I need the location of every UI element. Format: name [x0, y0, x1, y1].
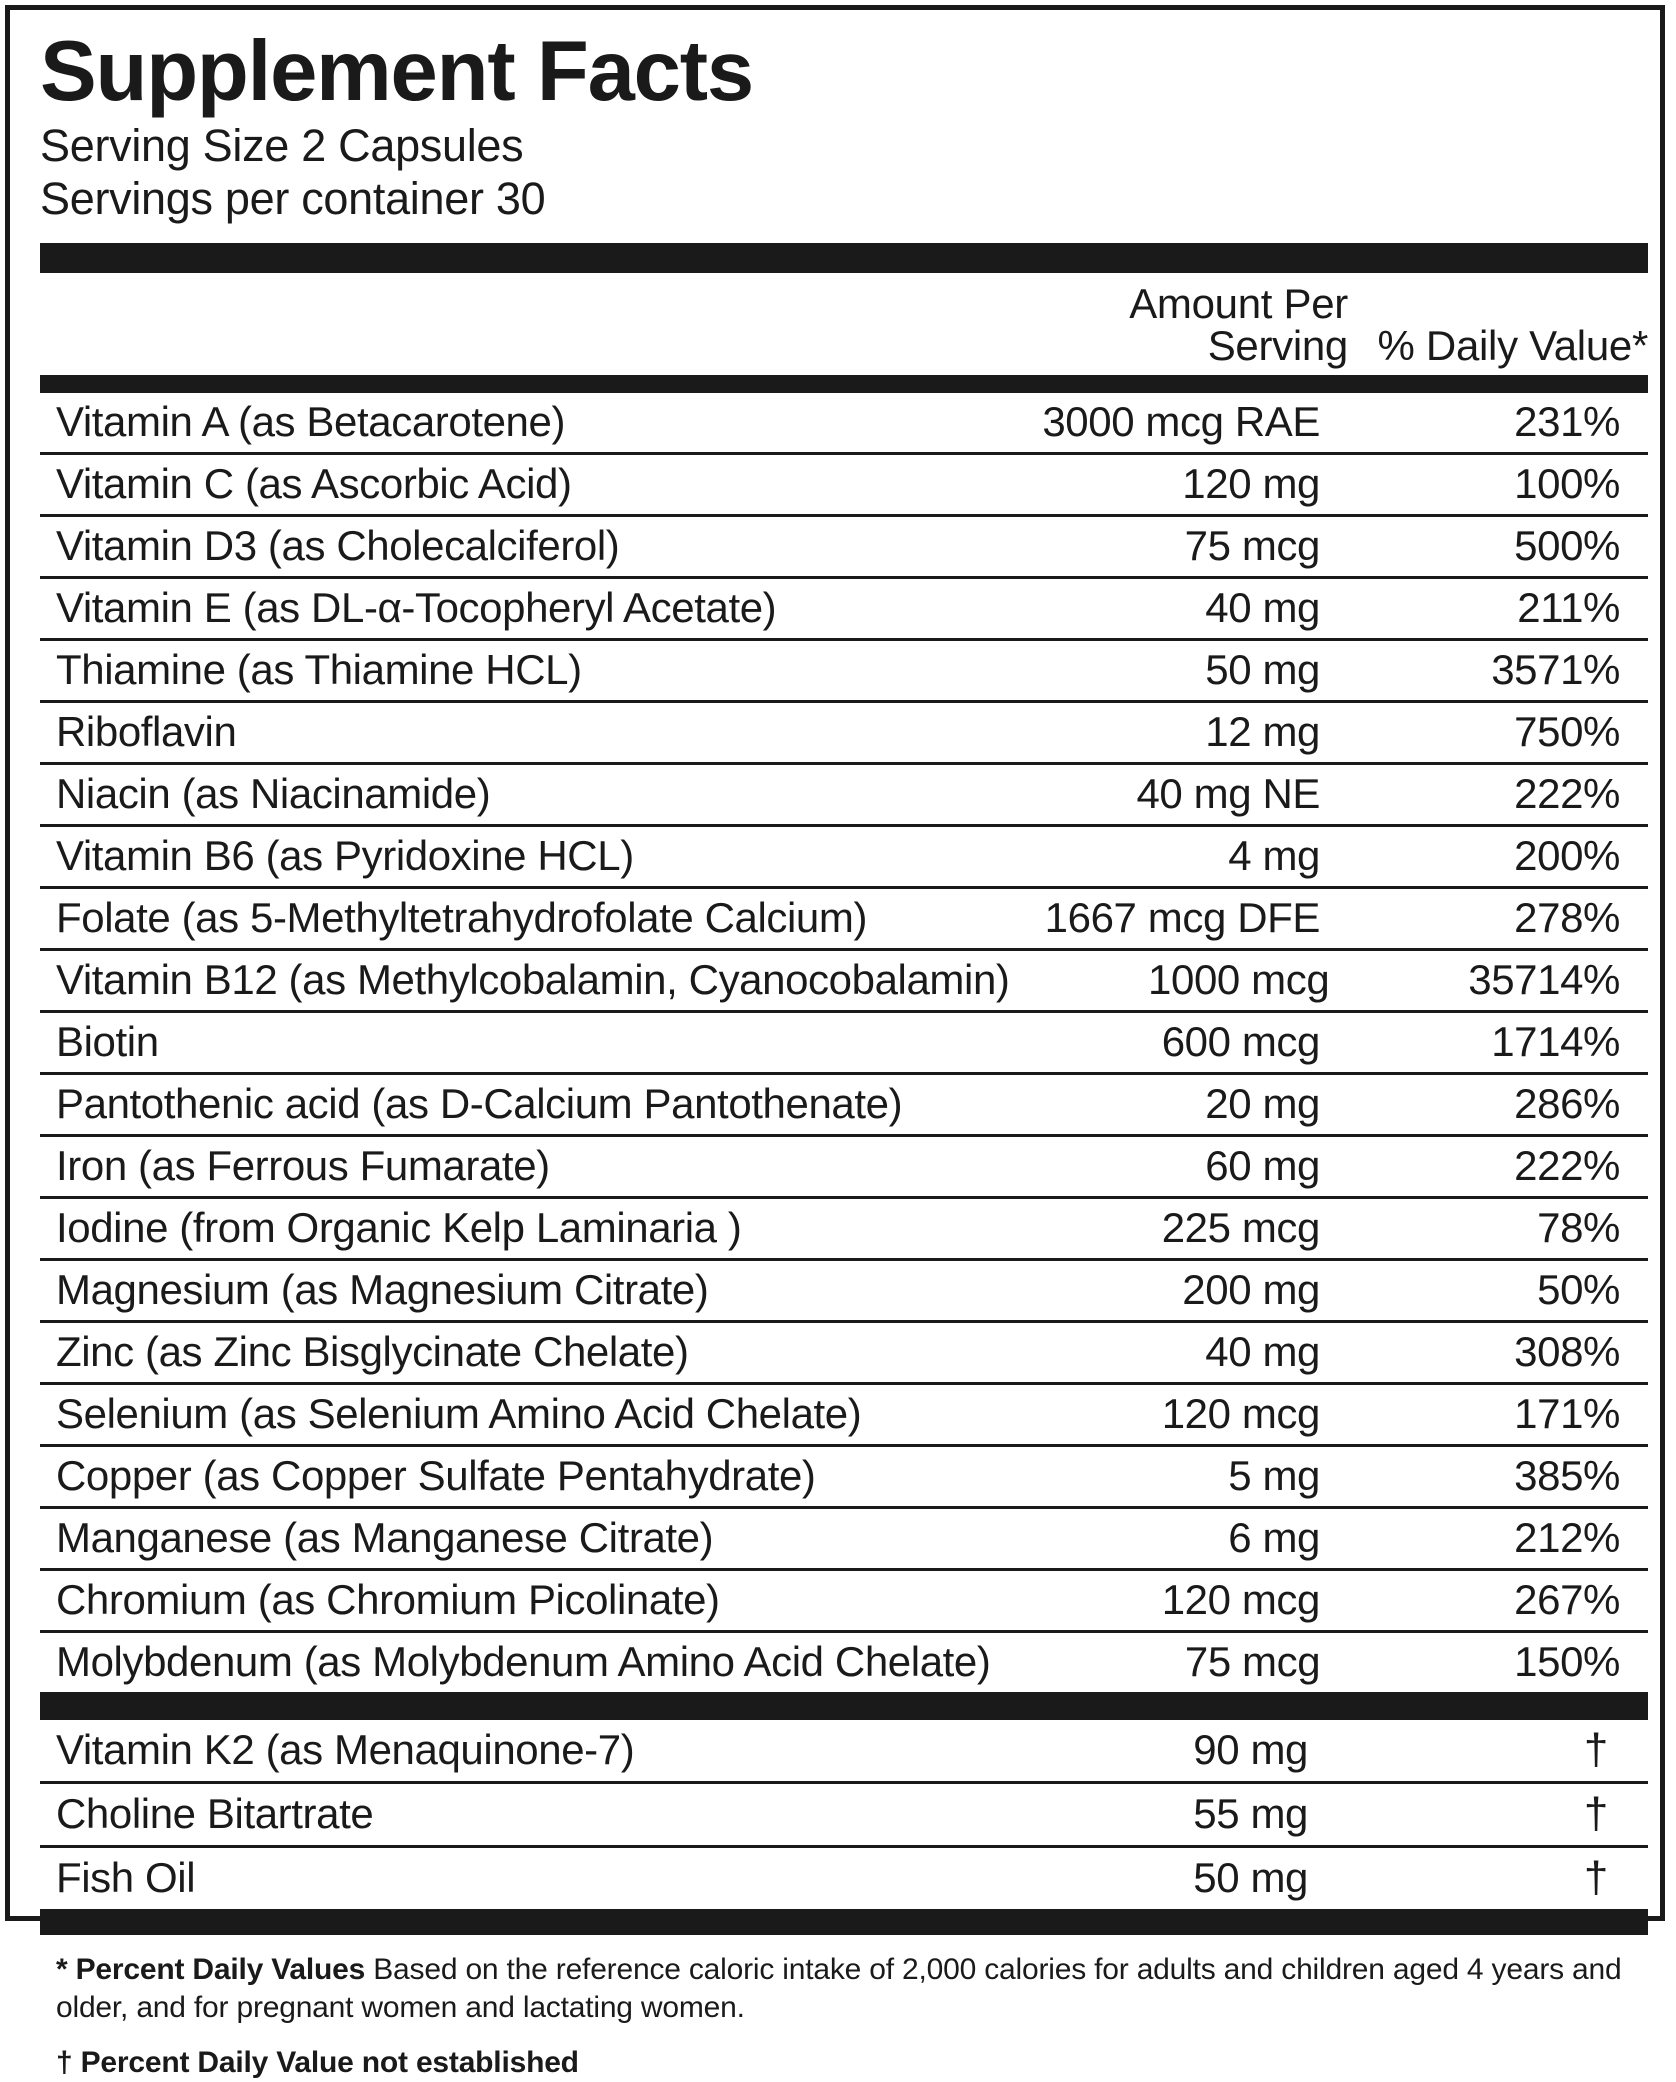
- nutrient-name: Folate (as 5-Methyltetrahydrofolate Calcium): [56, 893, 868, 941]
- nutrient-daily-value: 78%: [1537, 1203, 1620, 1251]
- nutrient-amount: 90 mg: [1193, 1725, 1308, 1773]
- footnote-dagger: † Percent Daily Value not established: [56, 2045, 579, 2079]
- table-row: [40, 517, 1648, 579]
- nutrient-amount: 40 mg: [1205, 1327, 1320, 1375]
- nutrient-daily-value: 308%: [1514, 1327, 1620, 1375]
- table-row: [40, 1848, 1648, 1909]
- nutrient-amount: 50 mg: [1193, 1853, 1308, 1901]
- table-row: [40, 1385, 1648, 1447]
- table-row: [40, 1509, 1648, 1571]
- footnote-asterisk-label: * Percent Daily Values: [56, 1952, 366, 1986]
- table-row: [40, 1013, 1648, 1075]
- column-header-underbar: [40, 375, 1648, 393]
- nutrient-name: Zinc (as Zinc Bisglycinate Chelate): [56, 1327, 689, 1375]
- nutrient-daily-value: 200%: [1514, 831, 1620, 879]
- nutrient-amount: 40 mg NE: [1136, 769, 1320, 817]
- nutrient-daily-value: 222%: [1514, 1141, 1620, 1189]
- footnotes: [40, 1935, 1648, 2082]
- nutrient-name: Fish Oil: [56, 1853, 196, 1901]
- table-row: [40, 1571, 1648, 1633]
- nutrient-name: Iron (as Ferrous Fumarate): [56, 1141, 550, 1189]
- nutrient-name: Vitamin B12 (as Methylcobalamin, Cyanocobalamin): [56, 955, 1010, 1003]
- nutrient-name: Vitamin B6 (as Pyridoxine HCL): [56, 831, 634, 879]
- supplement-facts-panel: [5, 5, 1665, 2079]
- nutrient-daily-value: 50%: [1537, 1265, 1620, 1313]
- nutrient-daily-value: 150%: [1514, 1637, 1620, 1685]
- nutrient-amount: 20 mg: [1205, 1079, 1320, 1127]
- nutrient-amount: 12 mg: [1205, 707, 1320, 755]
- section-separator-bar: [40, 1692, 1648, 1720]
- header-divider-bar: [40, 243, 1648, 273]
- nutrient-daily-value: 385%: [1514, 1451, 1620, 1499]
- nutrient-table: [40, 393, 1648, 1692]
- table-row: [40, 1323, 1648, 1385]
- footnote-asterisk: [56, 1951, 1640, 2028]
- nutrient-amount: 1000 mcg: [1148, 955, 1330, 1003]
- table-row: [40, 579, 1648, 641]
- nutrient-amount: 4 mg: [1228, 831, 1320, 879]
- nutrient-amount: 40 mg: [1205, 583, 1320, 631]
- nutrient-amount: 120 mg: [1182, 459, 1320, 507]
- nutrient-name: Copper (as Copper Sulfate Pentahydrate): [56, 1451, 816, 1499]
- nutrient-name: Vitamin A (as Betacarotene): [56, 397, 566, 445]
- nutrient-name: Biotin: [56, 1017, 159, 1065]
- nutrient-name: Vitamin E (as DL-α-Tocopheryl Acetate): [56, 583, 777, 631]
- footer-divider-bar: [40, 1909, 1648, 1935]
- nutrient-daily-value: 267%: [1514, 1575, 1620, 1623]
- nutrient-daily-value: 212%: [1514, 1513, 1620, 1561]
- nutrient-amount: 120 mcg: [1161, 1389, 1320, 1437]
- table-row: [40, 641, 1648, 703]
- table-row: [40, 1447, 1648, 1509]
- nutrient-name: Molybdenum (as Molybdenum Amino Acid Chelate): [56, 1637, 991, 1685]
- nutrient-daily-value: †: [1583, 1724, 1608, 1774]
- nutrient-amount: 225 mcg: [1161, 1203, 1320, 1251]
- table-row: [40, 703, 1648, 765]
- nutrient-amount: 6 mg: [1228, 1513, 1320, 1561]
- table-row: [40, 827, 1648, 889]
- nutrient-daily-value: 278%: [1514, 893, 1620, 941]
- nutrient-amount: 60 mg: [1205, 1141, 1320, 1189]
- nutrient-amount: 50 mg: [1205, 645, 1320, 693]
- table-row: [40, 1261, 1648, 1323]
- nutrient-amount: 3000 mcg RAE: [1042, 397, 1320, 445]
- nutrient-amount: 75 mcg: [1184, 1637, 1321, 1685]
- table-row: [40, 1784, 1648, 1848]
- column-header-amount: Amount Per Serving: [1129, 279, 1348, 369]
- table-row: [40, 1137, 1648, 1199]
- table-row: [40, 951, 1648, 1013]
- nutrient-daily-value: †: [1583, 1788, 1608, 1838]
- table-row: [40, 1720, 1648, 1784]
- nutrient-name: Manganese (as Manganese Citrate): [56, 1513, 714, 1561]
- column-header-row: [40, 273, 1648, 375]
- table-row: [40, 1199, 1648, 1261]
- nutrient-daily-value: 231%: [1514, 397, 1620, 445]
- nutrient-name: Niacin (as Niacinamide): [56, 769, 491, 817]
- nutrient-daily-value: †: [1583, 1852, 1608, 1902]
- page-title: Supplement Facts: [40, 24, 753, 119]
- nutrient-daily-value: 211%: [1517, 583, 1620, 631]
- nutrient-amount: 55 mg: [1193, 1789, 1308, 1837]
- nutrient-name: Selenium (as Selenium Amino Acid Chelate): [56, 1389, 862, 1437]
- nutrient-name: Vitamin C (as Ascorbic Acid): [56, 459, 572, 507]
- nutrient-name: Iodine (from Organic Kelp Laminaria ): [56, 1203, 742, 1251]
- nutrient-amount: 600 mcg: [1161, 1017, 1320, 1065]
- other-ingredients-table: [40, 1720, 1648, 1909]
- nutrient-daily-value: 1714%: [1491, 1017, 1620, 1065]
- nutrient-name: Riboflavin: [56, 707, 237, 755]
- table-row: [40, 455, 1648, 517]
- nutrient-name: Chromium (as Chromium Picolinate): [56, 1575, 720, 1623]
- nutrient-daily-value: 35714%: [1468, 955, 1620, 1003]
- nutrient-name: Choline Bitartrate: [56, 1789, 374, 1837]
- supplement-facts-inner: [40, 22, 1648, 2082]
- servings-per-container: Servings per container 30: [40, 172, 546, 224]
- table-row: [40, 1633, 1648, 1692]
- nutrient-daily-value: 3571%: [1491, 645, 1620, 693]
- nutrient-daily-value: 222%: [1514, 769, 1620, 817]
- nutrient-name: Magnesium (as Magnesium Citrate): [56, 1265, 709, 1313]
- footnote-asterisk-text: Based on the reference caloric intake of 2,000 calories for adults and children aged 4 years and older, and for pregnant women and lactating women.: [56, 1952, 1622, 2025]
- nutrient-name: Vitamin K2 (as Menaquinone-7): [56, 1725, 635, 1773]
- table-row: [40, 393, 1648, 455]
- nutrient-daily-value: 171%: [1514, 1389, 1620, 1437]
- nutrient-daily-value: 100%: [1514, 459, 1620, 507]
- table-row: [40, 1075, 1648, 1137]
- table-row: [40, 889, 1648, 951]
- nutrient-amount: 1667 mcg DFE: [1044, 893, 1320, 941]
- nutrient-amount: 120 mcg: [1161, 1575, 1320, 1623]
- nutrient-name: Thiamine (as Thiamine HCL): [56, 645, 582, 693]
- nutrient-amount: 75 mcg: [1184, 521, 1320, 569]
- nutrient-name: Pantothenic acid (as D-Calcium Pantothenate): [56, 1079, 903, 1127]
- nutrient-amount: 200 mg: [1182, 1265, 1320, 1313]
- nutrient-amount: 5 mg: [1228, 1451, 1320, 1499]
- nutrient-name: Vitamin D3 (as Cholecalciferol): [56, 521, 620, 569]
- column-header-daily-value: % Daily Value*: [1377, 321, 1648, 369]
- table-row: [40, 765, 1648, 827]
- serving-size: Serving Size 2 Capsules: [40, 119, 524, 171]
- nutrient-daily-value: 500%: [1514, 521, 1620, 569]
- nutrient-daily-value: 750%: [1514, 707, 1620, 755]
- nutrient-daily-value: 286%: [1514, 1079, 1620, 1127]
